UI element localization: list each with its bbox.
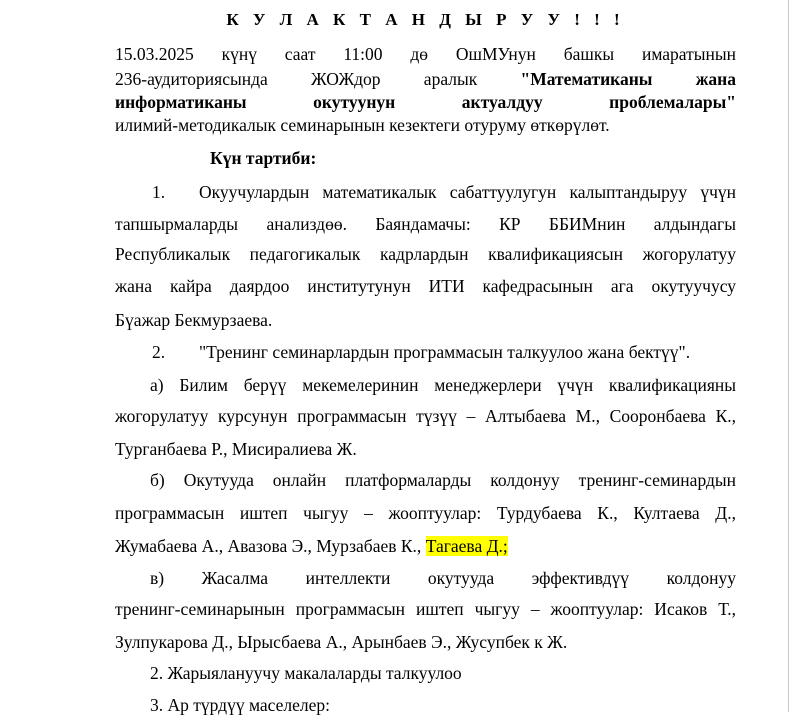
document-title: К У Л А К Т А Н Д Ы Р У У ! ! ! xyxy=(226,10,625,29)
intro-line-1: 15.03.2025 күнү саат 11:00 дө ОшМУнун башкы имаратынын xyxy=(115,44,736,64)
sub-b-line-2: программасын иштеп чыгуу – жооптуулар: Турдубаева К., Култаева Д., xyxy=(115,503,736,523)
agenda-item-misc: 3. Ар түрдүү маселелер: xyxy=(150,695,331,715)
sub-a-line-3: Турганбаева Р., Мисиралиева Ж. xyxy=(115,439,357,459)
item2-number: 2. xyxy=(152,342,166,362)
sub-a-line-1: а) Билим берүү мекемелеринин менеджерлери үчүн квалификацияны xyxy=(150,375,736,395)
sub-b-line-3 xyxy=(115,535,508,557)
item1-line-3: Республикалык педагогикалык кадрлардын квалификациясын жогорулатуу xyxy=(115,244,736,264)
item1-number: 1. xyxy=(152,182,166,202)
seminar-name-end: информатиканы окутуунун актуалдуу проблемалары" xyxy=(115,92,736,112)
page-edge xyxy=(788,0,789,712)
agenda-heading: Күн тартиби: xyxy=(210,148,317,168)
item2-text: "Тренинг семинарлардын программасын талкуулоо жана бектүү". xyxy=(199,342,691,362)
item1-line-2: тапшырмаларды анализдөө. Баяндамачы: КР ББИМнин алдындагы xyxy=(115,214,736,234)
sub-a-line-2: жогорулатуу курсунун программасын түзүү – Алтыбаева М., Сооронбаева К., xyxy=(115,406,736,426)
intro-line-4: илимий-методикалык семинарынын кезектеги отуруму өткөрүлөт. xyxy=(115,115,610,135)
sub-b-line-1: б) Окутууда онлайн платформаларды колдонуу тренинг-семинардын xyxy=(150,470,736,490)
highlighted-name: Тагаева Д.; xyxy=(425,536,508,556)
sub-c-line-3: Зулпукарова Д., Ырысбаева А., Арынбаев Э., Жусупбек к Ж. xyxy=(115,632,568,652)
document-page xyxy=(115,0,736,715)
item1-line-4: жана кайра даярдоо институтунун ИТИ кафедрасынын ага окутуучусу xyxy=(115,276,736,296)
seminar-name-start: "Математиканы жана xyxy=(520,69,736,89)
intro-line-2-text: 236-аудиториясында ЖОЖдор аралык xyxy=(115,69,521,89)
sub-c-line-1: в) Жасалма интеллекти окутууда эффективдүү колдонуу xyxy=(150,568,736,588)
agenda-item-publications: 2. Жарыялануучу макалаларды талкуулоо xyxy=(150,663,462,683)
intro-line-2 xyxy=(115,68,736,90)
sub-b-line-3-text: Жумабаева А., Авазова Э., Мурзабаев К., xyxy=(115,536,426,556)
item1-line-5: Бүажар Бекмурзаева. xyxy=(115,310,273,330)
item1-line-1: Окуучулардын математикалык сабаттуулугун калыптандыруу үчүн xyxy=(199,182,736,202)
sub-c-line-2: тренинг-семинарынын программасын иштеп чыгуу – жооптуулар: Исаков Т., xyxy=(115,599,736,619)
